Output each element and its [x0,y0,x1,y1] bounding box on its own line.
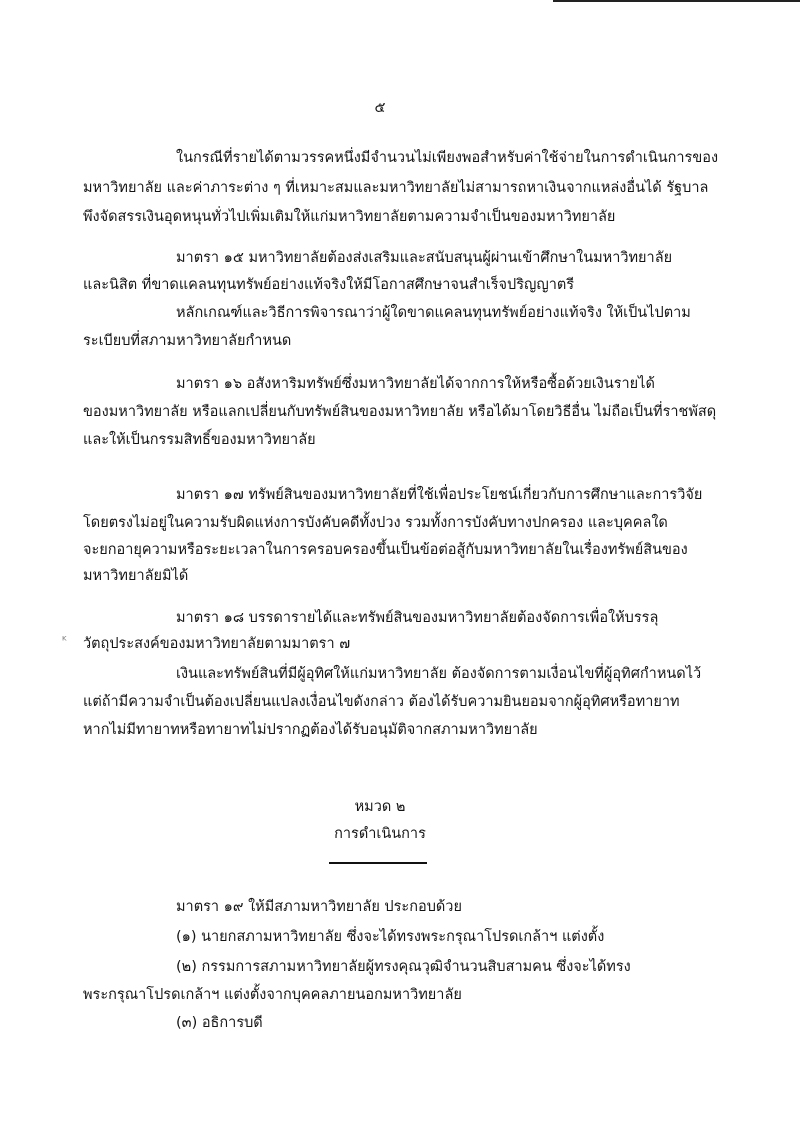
section-17-line-3: จะยกอายุความหรือระยะเวลาในการครอบครองขึ้นเป็นข้อต่อสู้กับมหาวิทยาลัยในเรื่องทรัพย์สินของ [83,542,688,558]
intro-line-1: ในกรณีที่รายได้ตามวรรคหนึ่งมีจำนวนไม่เพียงพอสำหรับค่าใช้จ่ายในการดำเนินการของ [176,150,719,166]
section-17-line-1: มาตรา ๑๗ ทรัพย์สินของมหาวิทยาลัยที่ใช้เพื่อประโยชน์เกี่ยวกับการศึกษาและการวิจัย [176,487,703,503]
section-15-line-4: ระเบียบที่สภามหาวิทยาลัยกำหนด [83,333,292,349]
section-16-line-3: และให้เป็นกรรมสิทธิ์ของมหาวิทยาลัย [83,432,316,448]
section-15-line-2: และนิสิต ที่ขาดแคลนทุนทรัพย์อย่างแท้จริงให้มีโอกาสศึกษาจนสำเร็จปริญญาตรี [83,277,575,293]
section-19-item-2-cont: พระกรุณาโปรดเกล้าฯ แต่งตั้งจากบุคคลภายนอกมหาวิทยาลัย [83,987,462,1003]
section-15-line-1: มาตรา ๑๕ มหาวิทยาลัยต้องส่งเสริมและสนับสนุนผู้ผ่านเข้าศึกษาในมหาวิทยาลัย [176,250,673,266]
section-18-line-2: วัตถุประสงค์ของมหาวิทยาลัยตามมาตรา ๗ [83,636,351,652]
margin-scan-mark: ᴷ [62,634,67,647]
section-17-line-4: มหาวิทยาลัยมิได้ [83,568,189,584]
section-16-line-2: ของมหาวิทยาลัย หรือแลกเปลี่ยนกับทรัพย์สินของมหาวิทยาลัย หรือได้มาโดยวิธีอื่น ไม่ถือเป็นที่ราชพัสดุ [83,404,717,420]
top-border-line [553,0,800,2]
section-19-line-1: มาตรา ๑๙ ให้มีสภามหาวิทยาลัย ประกอบด้วย [176,899,462,915]
chapter-subtitle: การดำเนินการ [334,826,426,842]
section-19-item-1: (๑) นายกสภามหาวิทยาลัย ซึ่งจะได้ทรงพระกรุณาโปรดเกล้าฯ แต่งตั้ง [176,929,605,945]
chapter-divider [329,862,427,864]
section-18-line-4: แต่ถ้ามีความจำเป็นต้องเปลี่ยนแปลงเงื่อนไขดังกล่าว ต้องได้รับความยินยอมจากผู้อุทิศหรือทายาท [83,694,680,710]
section-18-line-5: หากไม่มีทายาทหรือทายาทไม่ปรากฏต้องได้รับอนุมัติจากสภามหาวิทยาลัย [83,722,538,738]
section-16-line-1: มาตรา ๑๖ อสังหาริมทรัพย์ซึ่งมหาวิทยาลัยได้จากการให้หรือซื้อด้วยเงินรายได้ [176,376,655,392]
section-17-line-2: โดยตรงไม่อยู่ในความรับผิดแห่งการบังคับคดีทั้งปวง รวมทั้งการบังคับทางปกครอง และบุคคลใด [83,515,668,531]
section-18-line-1: มาตรา ๑๘ บรรดารายได้และทรัพย์สินของมหาวิทยาลัยต้องจัดการเพื่อให้บรรลุ [176,610,659,626]
section-18-line-3: เงินและทรัพย์สินที่มีผู้อุทิศให้แก่มหาวิทยาลัย ต้องจัดการตามเงื่อนไขที่ผู้อุทิศกำหนดไว้ [176,666,702,682]
intro-line-2: มหาวิทยาลัย และค่าภาระต่าง ๆ ที่เหมาะสมและมหาวิทยาลัยไม่สามารถหาเงินจากแหล่งอื่นได้ รัฐบาล [83,180,709,196]
chapter-title: หมวด ๒ [354,799,406,815]
intro-line-3: พึงจัดสรรเงินอุดหนุนทั่วไปเพิ่มเติมให้แก่มหาวิทยาลัยตามความจำเป็นของมหาวิทยาลัย [83,209,616,225]
page-number: ๕ [374,100,386,116]
section-15-line-3: หลักเกณฑ์และวิธีการพิจารณาว่าผู้ใดขาดแคลนทุนทรัพย์อย่างแท้จริง ให้เป็นไปตาม [176,305,691,321]
section-19-item-3: (๓) อธิการบดี [176,1015,263,1031]
section-19-item-2: (๒) กรรมการสภามหาวิทยาลัยผู้ทรงคุณวุฒิจำนวนสิบสามคน ซึ่งจะได้ทรง [176,959,631,975]
